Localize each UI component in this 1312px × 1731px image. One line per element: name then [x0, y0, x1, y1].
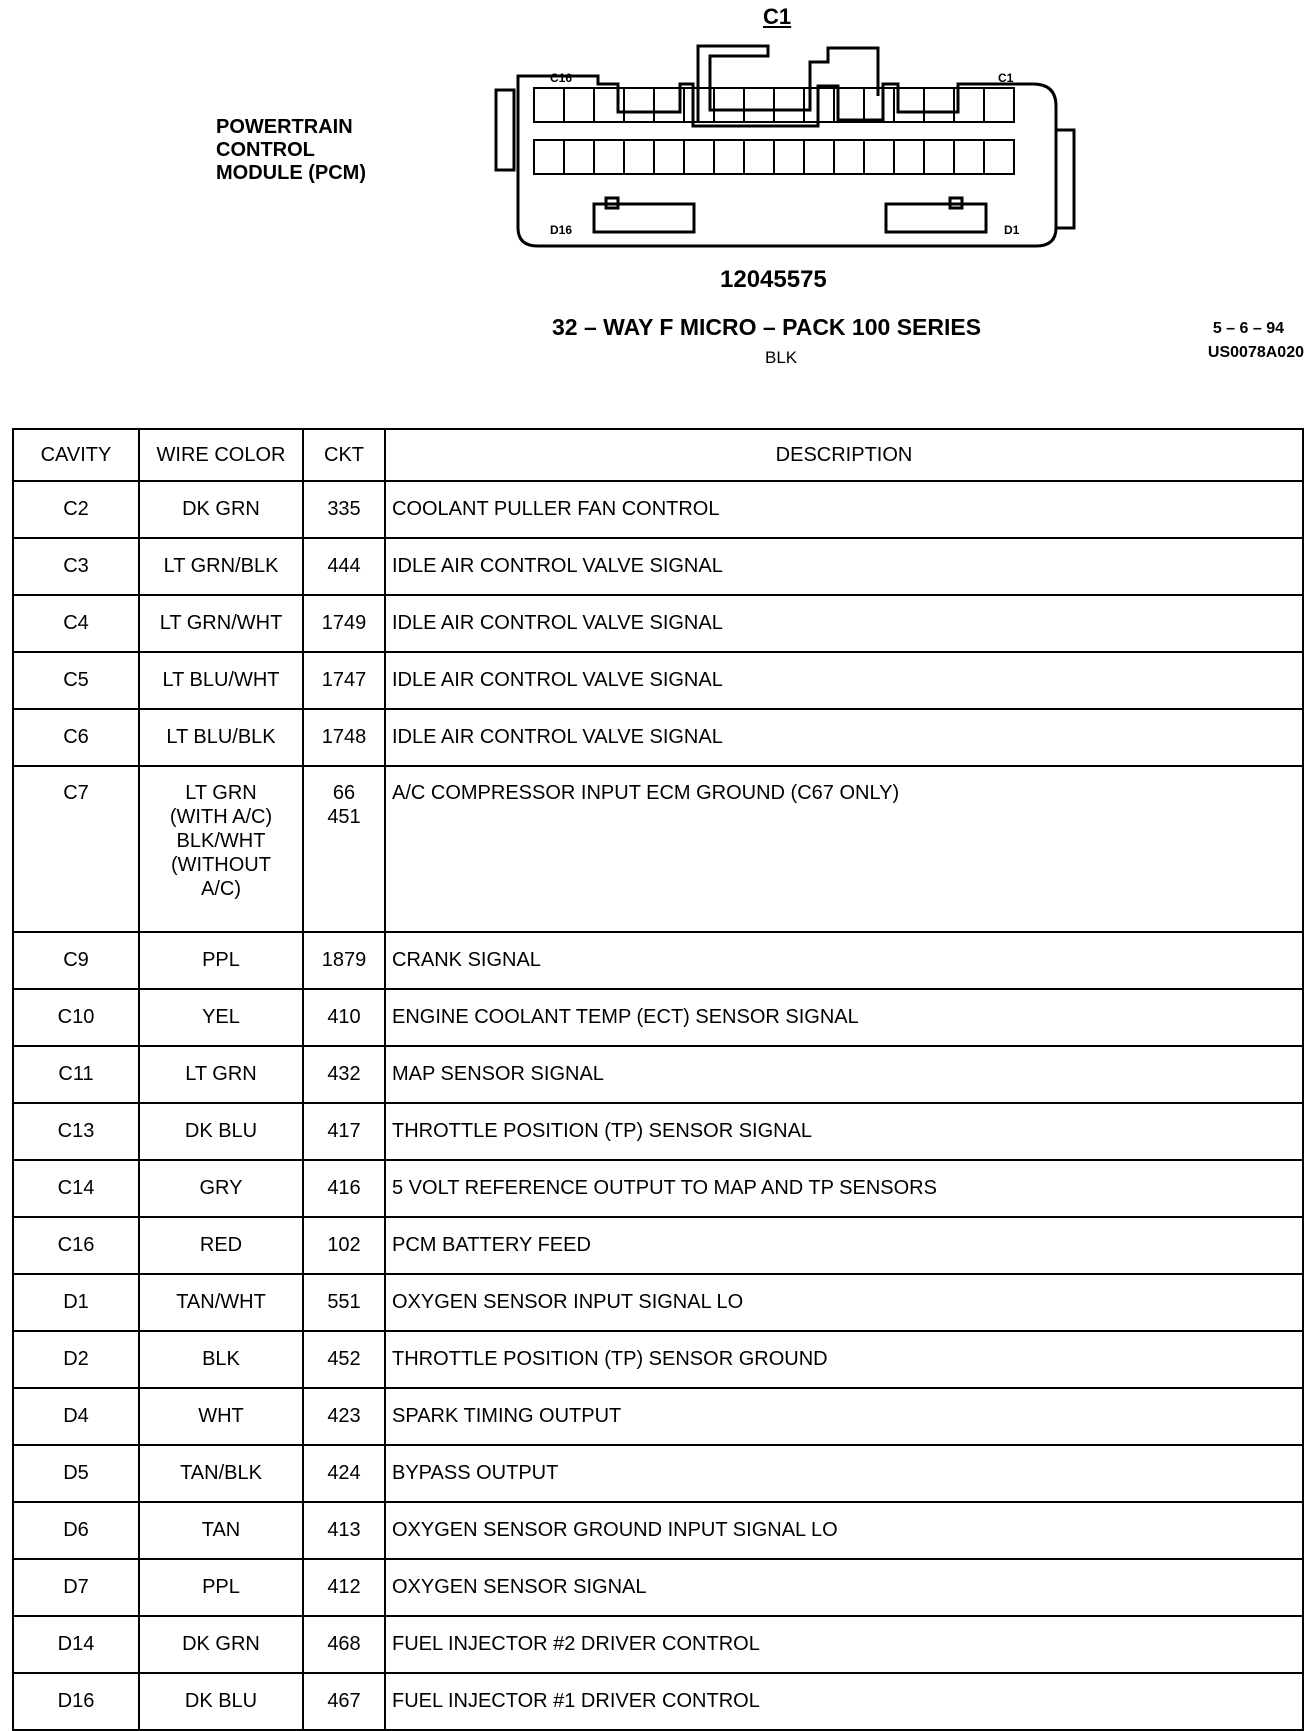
module-label-line: POWERTRAIN: [216, 116, 353, 138]
pin-label-d16: D16: [550, 223, 573, 237]
connector-cavity: [624, 140, 654, 174]
cavity-cell: C3: [13, 538, 139, 595]
description-cell: A/C COMPRESSOR INPUT ECM GROUND (C67 ONLY): [385, 766, 1303, 932]
connector-cavity: [744, 140, 774, 174]
table-header-row: [13, 429, 1303, 481]
table-row: [13, 1502, 1303, 1559]
description-cell: CRANK SIGNAL: [385, 932, 1303, 989]
cavity-cell: C16: [13, 1217, 139, 1274]
connector-cavity: [564, 140, 594, 174]
wire-color-cell: DK BLU: [139, 1673, 303, 1730]
wire-color-cell-line: (WITH A/C): [169, 806, 273, 828]
table-row: [13, 1673, 1303, 1730]
wire-color-cell: DK GRN: [139, 1616, 303, 1673]
connector-body: [518, 76, 1056, 246]
connector-cavity: [714, 88, 744, 122]
header-ckt: CKT: [303, 429, 385, 481]
description-cell: BYPASS OUTPUT: [385, 1445, 1303, 1502]
connector-cavity: [864, 140, 894, 174]
connector-cavity: [774, 140, 804, 174]
wire-color-cell: TAN: [139, 1502, 303, 1559]
wire-color-cell: LT GRN/WHT: [139, 595, 303, 652]
description-cell: FUEL INJECTOR #2 DRIVER CONTROL: [385, 1616, 1303, 1673]
connector-cavity: [654, 140, 684, 174]
cavity-cell: D14: [13, 1616, 139, 1673]
connector-cavity: [924, 140, 954, 174]
wire-color-cell: DK BLU: [139, 1103, 303, 1160]
ckt-cell: 423: [303, 1388, 385, 1445]
cavity-cell: C2: [13, 481, 139, 538]
table-row: [13, 1559, 1303, 1616]
cavity-cell: D1: [13, 1274, 139, 1331]
revision-date: 5 – 6 – 94: [1212, 320, 1284, 337]
description-cell: OXYGEN SENSOR INPUT SIGNAL LO: [385, 1274, 1303, 1331]
wire-color-cell: [139, 766, 303, 932]
part-number: 12045575: [720, 266, 827, 293]
header-description: DESCRIPTION: [385, 429, 1303, 481]
ckt-cell: 1748: [303, 709, 385, 766]
wire-color-cell: RED: [139, 1217, 303, 1274]
ckt-cell: 412: [303, 1559, 385, 1616]
cavity-cell: D4: [13, 1388, 139, 1445]
cavity-cell: C13: [13, 1103, 139, 1160]
table-row: [13, 481, 1303, 538]
table-row: [13, 595, 1303, 652]
connector-series: 32 – WAY F MICRO – PACK 100 SERIES: [552, 314, 982, 340]
ckt-cell-line: 451: [327, 806, 361, 828]
connector-cavity: [894, 140, 924, 174]
description-cell: IDLE AIR CONTROL VALVE SIGNAL: [385, 652, 1303, 709]
wire-color-cell: GRY: [139, 1160, 303, 1217]
description-cell: 5 VOLT REFERENCE OUTPUT TO MAP AND TP SENSORS: [385, 1160, 1303, 1217]
connector-cavity: [534, 140, 564, 174]
wire-color-cell-line: (WITHOUT: [171, 854, 271, 876]
ckt-cell: 468: [303, 1616, 385, 1673]
ckt-cell-line: 66: [332, 782, 356, 804]
figure-id: US0078A020: [1207, 344, 1304, 361]
wire-color-cell: PPL: [139, 1559, 303, 1616]
connector-color: BLK: [765, 348, 798, 367]
module-label-line: MODULE (PCM): [216, 162, 366, 184]
description-cell: THROTTLE POSITION (TP) SENSOR GROUND: [385, 1331, 1303, 1388]
cavity-cell: C7: [13, 766, 139, 932]
cavity-cell: D16: [13, 1673, 139, 1730]
table-row: [13, 538, 1303, 595]
connector-cavity: [924, 88, 954, 122]
wire-color-cell: LT GRN/BLK: [139, 538, 303, 595]
wire-color-cell-line: BLK/WHT: [176, 830, 266, 852]
ckt-cell: [303, 766, 385, 932]
wire-color-cell: BLK: [139, 1331, 303, 1388]
cavity-cell: C6: [13, 709, 139, 766]
description-cell: ENGINE COOLANT TEMP (ECT) SENSOR SIGNAL: [385, 989, 1303, 1046]
connector-cavity: [594, 140, 624, 174]
cavity-cell: C4: [13, 595, 139, 652]
ckt-cell: 444: [303, 538, 385, 595]
ckt-cell: 417: [303, 1103, 385, 1160]
pin-label-c1: C1: [998, 71, 1014, 85]
description-cell: IDLE AIR CONTROL VALVE SIGNAL: [385, 709, 1303, 766]
ckt-cell: 1747: [303, 652, 385, 709]
wire-color-cell: YEL: [139, 989, 303, 1046]
table-row: [13, 1388, 1303, 1445]
wire-color-cell-line: A/C): [201, 878, 241, 900]
table-row: [13, 1331, 1303, 1388]
connector-cavity: [834, 140, 864, 174]
ckt-cell: 1879: [303, 932, 385, 989]
table-row: [13, 1616, 1303, 1673]
connector-latch: [698, 46, 878, 122]
table-row: [13, 709, 1303, 766]
table-row: [13, 652, 1303, 709]
wire-color-cell: LT BLU/WHT: [139, 652, 303, 709]
cavity-cell: D2: [13, 1331, 139, 1388]
connector-cavity: [984, 140, 1014, 174]
pin-label-c16: C16: [550, 71, 573, 85]
ckt-cell: 416: [303, 1160, 385, 1217]
connector-title: C1: [763, 4, 792, 29]
ckt-cell: 467: [303, 1673, 385, 1730]
connector-cavity: [774, 88, 804, 122]
wire-color-cell: LT GRN: [139, 1046, 303, 1103]
table-row: [13, 1274, 1303, 1331]
description-cell: COOLANT PULLER FAN CONTROL: [385, 481, 1303, 538]
ckt-cell: 102: [303, 1217, 385, 1274]
wire-color-cell: DK GRN: [139, 481, 303, 538]
ckt-cell: 452: [303, 1331, 385, 1388]
header-cavity: CAVITY: [13, 429, 139, 481]
description-cell: OXYGEN SENSOR GROUND INPUT SIGNAL LO: [385, 1502, 1303, 1559]
table-row: [13, 1445, 1303, 1502]
connector-cavity: [684, 140, 714, 174]
table-row: [13, 1103, 1303, 1160]
connector-cavity: [954, 140, 984, 174]
cavity-cell: C9: [13, 932, 139, 989]
wire-color-cell: TAN/BLK: [139, 1445, 303, 1502]
cavity-cell: C5: [13, 652, 139, 709]
cavity-cell: C10: [13, 989, 139, 1046]
connector-side-tab-right: [1056, 130, 1074, 228]
connector-key-right: [886, 204, 986, 232]
pinout-table: [12, 428, 1304, 1731]
description-cell: FUEL INJECTOR #1 DRIVER CONTROL: [385, 1673, 1303, 1730]
table-row: [13, 989, 1303, 1046]
wire-color-cell: PPL: [139, 932, 303, 989]
connector-cavity: [804, 140, 834, 174]
table-row: [13, 932, 1303, 989]
ckt-cell: 413: [303, 1502, 385, 1559]
wire-color-cell-line: LT GRN: [185, 782, 257, 804]
module-label-line: CONTROL: [216, 139, 315, 161]
ckt-cell: 424: [303, 1445, 385, 1502]
connector-side-tab-left: [496, 90, 514, 170]
cavity-cell: C14: [13, 1160, 139, 1217]
description-cell: IDLE AIR CONTROL VALVE SIGNAL: [385, 538, 1303, 595]
table-row: [13, 1160, 1303, 1217]
connector-cavity: [534, 88, 564, 122]
connector-cavity: [624, 88, 654, 122]
ckt-cell: 410: [303, 989, 385, 1046]
cavity-cell: D6: [13, 1502, 139, 1559]
table-row: [13, 1046, 1303, 1103]
wire-color-cell: LT BLU/BLK: [139, 709, 303, 766]
table-row: [13, 766, 1303, 932]
ckt-cell: 432: [303, 1046, 385, 1103]
description-cell: MAP SENSOR SIGNAL: [385, 1046, 1303, 1103]
wire-color-cell: WHT: [139, 1388, 303, 1445]
cavity-cell: C11: [13, 1046, 139, 1103]
connector-diagram: [488, 38, 1088, 258]
description-cell: THROTTLE POSITION (TP) SENSOR SIGNAL: [385, 1103, 1303, 1160]
cavity-cell: D7: [13, 1559, 139, 1616]
ckt-cell: 335: [303, 481, 385, 538]
cavity-cell: D5: [13, 1445, 139, 1502]
pin-label-d1: D1: [1004, 223, 1020, 237]
table-row: [13, 1217, 1303, 1274]
module-label: [216, 116, 366, 185]
description-cell: IDLE AIR CONTROL VALVE SIGNAL: [385, 595, 1303, 652]
description-cell: OXYGEN SENSOR SIGNAL: [385, 1559, 1303, 1616]
header-wire-color: WIRE COLOR: [139, 429, 303, 481]
ckt-cell: 551: [303, 1274, 385, 1331]
connector-cavity: [564, 88, 594, 122]
connector-cavity: [714, 140, 744, 174]
connector-cavity: [744, 88, 774, 122]
wire-color-cell: TAN/WHT: [139, 1274, 303, 1331]
description-cell: PCM BATTERY FEED: [385, 1217, 1303, 1274]
connector-cavity: [984, 88, 1014, 122]
description-cell: SPARK TIMING OUTPUT: [385, 1388, 1303, 1445]
ckt-cell: 1749: [303, 595, 385, 652]
